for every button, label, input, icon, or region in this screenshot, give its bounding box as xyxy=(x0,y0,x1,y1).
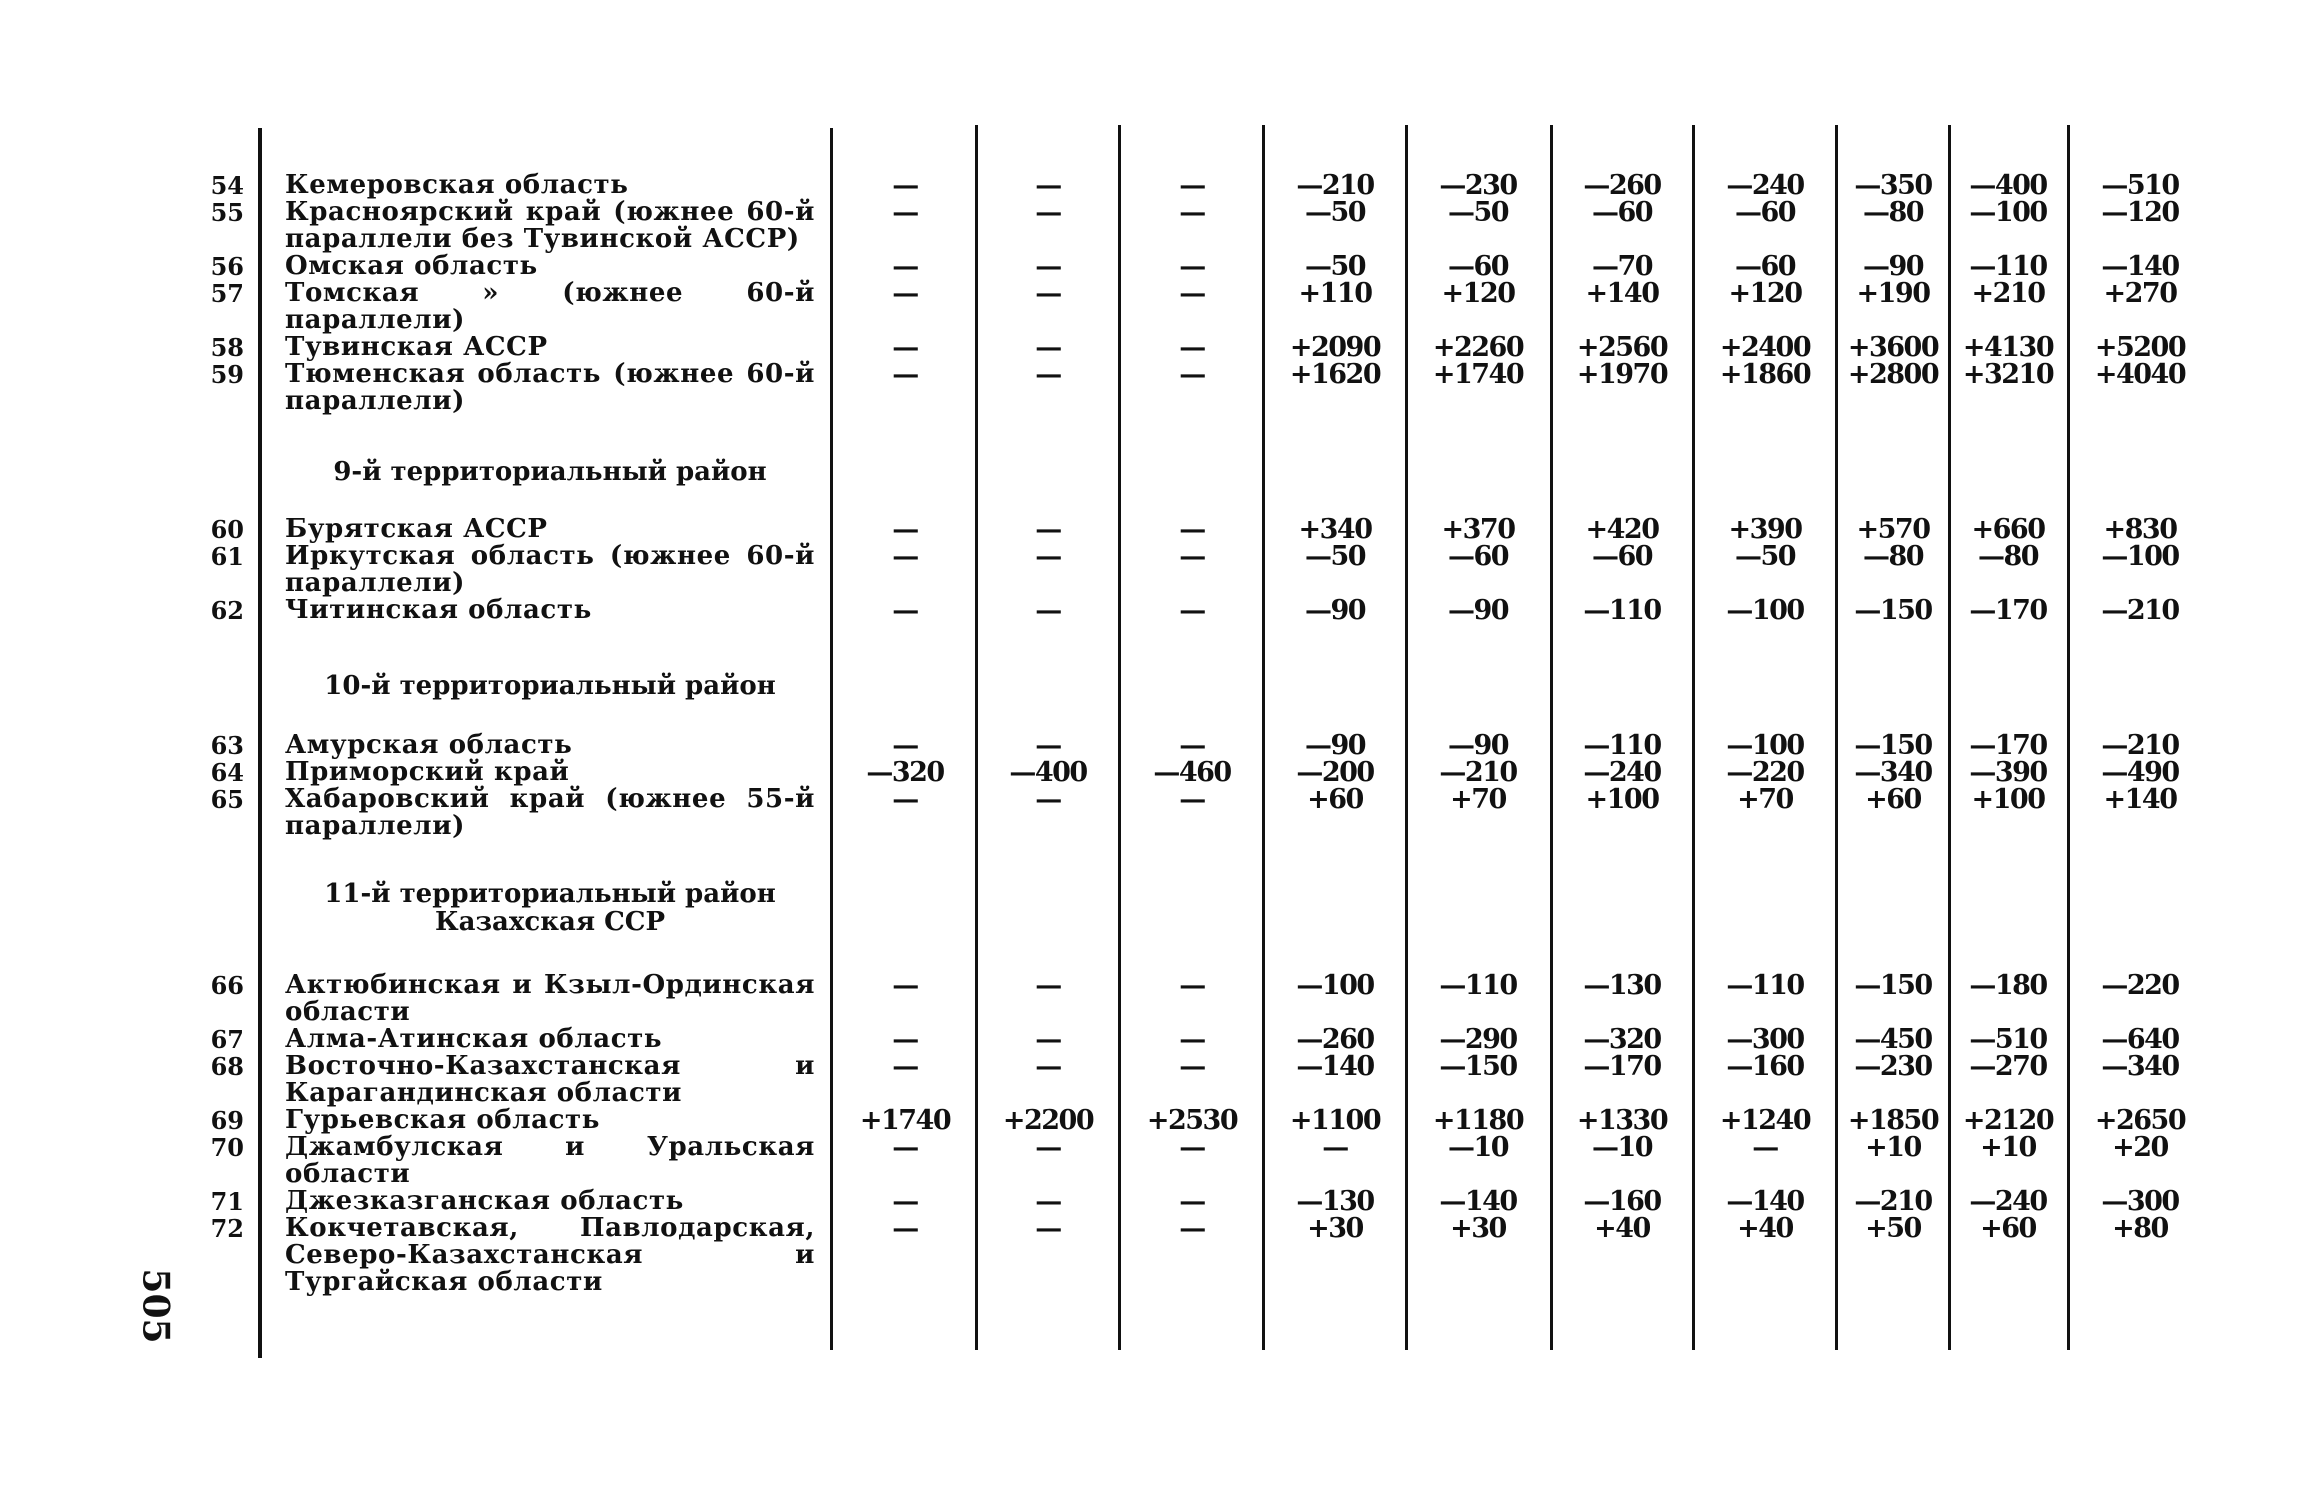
table-cell: —340 xyxy=(2101,1051,2179,1082)
table-cell: +3210 xyxy=(1962,359,2054,390)
table-cell: — xyxy=(1035,541,1061,572)
table-cell: —90 xyxy=(1304,595,1366,626)
table-cell: +340 xyxy=(1298,514,1372,545)
table-cell: — xyxy=(1179,970,1205,1001)
table-cell: —140 xyxy=(1439,1186,1517,1217)
table-cell: —150 xyxy=(1854,970,1932,1001)
table-cell: — xyxy=(1179,1186,1205,1217)
table-cell: —210 xyxy=(1439,757,1517,788)
table-cell: — xyxy=(892,1024,918,1055)
row-number: 66 xyxy=(210,971,244,1000)
table-cell: —640 xyxy=(2101,1024,2179,1055)
column-divider xyxy=(975,125,978,1350)
region-name: Алма-Атинская область xyxy=(285,1024,663,1054)
table-cell: — xyxy=(1035,278,1061,309)
table-cell: — xyxy=(1179,1213,1205,1244)
table-cell: —510 xyxy=(2101,170,2179,201)
table-cell: +1740 xyxy=(859,1105,951,1136)
table-cell: — xyxy=(1035,359,1061,390)
table-cell: — xyxy=(1179,1024,1205,1055)
table-cell: —10 xyxy=(1447,1132,1509,1163)
table-cell: — xyxy=(1035,1213,1061,1244)
table-cell: +1620 xyxy=(1289,359,1381,390)
table-cell: +100 xyxy=(1971,784,2045,815)
table-cell: — xyxy=(1322,1132,1348,1163)
table-cell: +100 xyxy=(1585,784,1659,815)
table-cell: +5200 xyxy=(2094,332,2186,363)
region-name: Амурская область xyxy=(285,730,573,760)
table-cell: —240 xyxy=(1969,1186,2047,1217)
table-cell: — xyxy=(892,170,918,201)
row-number: 70 xyxy=(210,1133,244,1162)
table-cell: +30 xyxy=(1450,1213,1506,1244)
page-number: 505 xyxy=(134,1268,177,1344)
row-number: 56 xyxy=(210,252,244,281)
table-cell: — xyxy=(1752,1132,1778,1163)
table-cell: +830 xyxy=(2103,514,2177,545)
column-divider xyxy=(1550,125,1553,1350)
table-cell: +570 xyxy=(1856,514,1930,545)
table-cell: — xyxy=(892,1051,918,1082)
table-cell: —10 xyxy=(1591,1132,1653,1163)
table-cell: —100 xyxy=(1296,970,1374,1001)
left-border xyxy=(258,128,262,1358)
table-cell: +120 xyxy=(1441,278,1515,309)
table-cell: +1100 xyxy=(1289,1105,1381,1136)
table-cell: — xyxy=(1035,595,1061,626)
table-cell: —90 xyxy=(1447,595,1509,626)
table-cell: —400 xyxy=(1969,170,2047,201)
table-cell: +2120 xyxy=(1962,1105,2054,1136)
table-cell: +1970 xyxy=(1576,359,1668,390)
table-cell: —210 xyxy=(2101,595,2179,626)
table-cell: —110 xyxy=(1439,970,1517,1001)
table-cell: +120 xyxy=(1728,278,1802,309)
table-cell: — xyxy=(1179,1132,1205,1163)
table-cell: —180 xyxy=(1969,970,2047,1001)
row-number: 58 xyxy=(210,333,244,362)
table-cell: —210 xyxy=(1854,1186,1932,1217)
table-cell: +420 xyxy=(1585,514,1659,545)
table-cell: —460 xyxy=(1153,757,1231,788)
row-number: 61 xyxy=(210,542,244,571)
table-cell: — xyxy=(892,1213,918,1244)
table-cell: —100 xyxy=(1969,197,2047,228)
region-name: Кемеровская область xyxy=(285,170,629,200)
table-cell: —130 xyxy=(1296,1186,1374,1217)
table-cell: — xyxy=(1035,1186,1061,1217)
table-cell: —140 xyxy=(2101,251,2179,282)
table-cell: —80 xyxy=(1977,541,2039,572)
table-cell: — xyxy=(1035,332,1061,363)
region-name: Красноярский край (южнее 60-й параллели без Тувинской АССР) xyxy=(285,197,815,254)
row-number: 62 xyxy=(210,596,244,625)
row-number: 72 xyxy=(210,1214,244,1243)
table-cell: +190 xyxy=(1856,278,1930,309)
table-cell: — xyxy=(1179,332,1205,363)
table-cell: —50 xyxy=(1734,541,1796,572)
table-cell: +2530 xyxy=(1146,1105,1238,1136)
row-number: 71 xyxy=(210,1187,244,1216)
table-cell: —50 xyxy=(1447,197,1509,228)
table-cell: +110 xyxy=(1298,278,1372,309)
table-cell: +660 xyxy=(1971,514,2045,545)
region-name: Гурьевская область xyxy=(285,1105,600,1135)
region-name: Читинская область xyxy=(285,595,592,625)
region-name: Бурятская АССР xyxy=(285,514,548,544)
table-cell: +390 xyxy=(1728,514,1802,545)
table-cell: +10 xyxy=(1865,1132,1921,1163)
column-divider xyxy=(1405,125,1408,1350)
table-cell: +2400 xyxy=(1719,332,1811,363)
table-cell: — xyxy=(1035,730,1061,761)
table-cell: —120 xyxy=(2101,197,2179,228)
table-cell: —200 xyxy=(1296,757,1374,788)
table-cell: — xyxy=(892,514,918,545)
table-cell: +60 xyxy=(1865,784,1921,815)
table-cell: —210 xyxy=(1296,170,1374,201)
table-cell: +80 xyxy=(2112,1213,2168,1244)
table-cell: —60 xyxy=(1591,197,1653,228)
table-cell: —320 xyxy=(866,757,944,788)
row-number: 67 xyxy=(210,1025,244,1054)
table-cell: +2650 xyxy=(2094,1105,2186,1136)
table-cell: —240 xyxy=(1583,757,1661,788)
table-cell: —80 xyxy=(1862,197,1924,228)
column-divider xyxy=(1692,125,1695,1350)
table-cell: —170 xyxy=(1969,595,2047,626)
table-cell: +2800 xyxy=(1847,359,1939,390)
table-cell: —270 xyxy=(1969,1051,2047,1082)
table-cell: — xyxy=(892,332,918,363)
table-cell: —100 xyxy=(1726,730,1804,761)
row-number: 54 xyxy=(210,171,244,200)
table-cell: — xyxy=(1035,1132,1061,1163)
table-cell: +40 xyxy=(1737,1213,1793,1244)
table-cell: —80 xyxy=(1862,541,1924,572)
column-divider xyxy=(830,128,833,1350)
table-cell: — xyxy=(1179,197,1205,228)
table-cell: —110 xyxy=(1969,251,2047,282)
table-cell: —70 xyxy=(1591,251,1653,282)
table-cell: +2260 xyxy=(1432,332,1524,363)
table-cell: —170 xyxy=(1583,1051,1661,1082)
region-name: Актюбинская и Кзыл-Ординская области xyxy=(285,970,815,1027)
table-cell: —140 xyxy=(1296,1051,1374,1082)
table-cell: — xyxy=(892,359,918,390)
table-cell: +270 xyxy=(2103,278,2177,309)
table-cell: —320 xyxy=(1583,1024,1661,1055)
table-cell: —170 xyxy=(1969,730,2047,761)
table-cell: —150 xyxy=(1854,730,1932,761)
table-cell: +140 xyxy=(2103,784,2177,815)
table-cell: +60 xyxy=(1307,784,1363,815)
table-cell: —340 xyxy=(1854,757,1932,788)
region-name: Джезказганская область xyxy=(285,1186,684,1216)
row-number: 60 xyxy=(210,515,244,544)
table-cell: +70 xyxy=(1450,784,1506,815)
section-heading: 10-й территориальный район xyxy=(324,671,776,701)
row-number: 59 xyxy=(210,360,244,389)
table-cell: — xyxy=(1035,514,1061,545)
region-name: Тувинская АССР xyxy=(285,332,548,362)
table-cell: — xyxy=(1179,251,1205,282)
table-cell: — xyxy=(1179,170,1205,201)
table-cell: — xyxy=(1179,359,1205,390)
column-divider xyxy=(1262,125,1265,1350)
table-cell: +3600 xyxy=(1847,332,1939,363)
table-cell: —50 xyxy=(1304,197,1366,228)
table-cell: —300 xyxy=(2101,1186,2179,1217)
table-cell: — xyxy=(892,730,918,761)
table-cell: —50 xyxy=(1304,251,1366,282)
region-name: Хабаровский край (южнее 55-й параллели) xyxy=(285,784,815,841)
table-cell: —160 xyxy=(1583,1186,1661,1217)
table-cell: — xyxy=(1035,1051,1061,1082)
row-number: 63 xyxy=(210,731,244,760)
table-cell: +2200 xyxy=(1002,1105,1094,1136)
table-cell: —110 xyxy=(1726,970,1804,1001)
row-number: 57 xyxy=(210,279,244,308)
table-cell: +370 xyxy=(1441,514,1515,545)
table-cell: —300 xyxy=(1726,1024,1804,1055)
table-cell: —220 xyxy=(1726,757,1804,788)
table-cell: —400 xyxy=(1009,757,1087,788)
table-cell: +1860 xyxy=(1719,359,1811,390)
table-cell: —160 xyxy=(1726,1051,1804,1082)
table-cell: —290 xyxy=(1439,1024,1517,1055)
row-number: 64 xyxy=(210,758,244,787)
table-cell: —110 xyxy=(1583,595,1661,626)
table-cell: +1240 xyxy=(1719,1105,1811,1136)
table-cell: — xyxy=(1035,784,1061,815)
table-cell: —60 xyxy=(1734,197,1796,228)
table-cell: —260 xyxy=(1296,1024,1374,1055)
table-cell: — xyxy=(892,784,918,815)
table-cell: — xyxy=(892,541,918,572)
table-cell: —220 xyxy=(2101,970,2179,1001)
table-cell: — xyxy=(1179,541,1205,572)
table-cell: —60 xyxy=(1734,251,1796,282)
table-cell: — xyxy=(1179,1051,1205,1082)
section-heading: 11-й территориальный район xyxy=(324,879,776,909)
table-cell: +20 xyxy=(2112,1132,2168,1163)
table-cell: —100 xyxy=(2101,541,2179,572)
table-cell: — xyxy=(1179,730,1205,761)
table-cell: —510 xyxy=(1969,1024,2047,1055)
row-number: 68 xyxy=(210,1052,244,1081)
table-cell: — xyxy=(892,197,918,228)
table-cell: —60 xyxy=(1447,541,1509,572)
table-cell: +1740 xyxy=(1432,359,1524,390)
table-cell: +4040 xyxy=(2094,359,2186,390)
table-cell: — xyxy=(1179,278,1205,309)
table-cell: — xyxy=(1179,514,1205,545)
table-cell: — xyxy=(892,970,918,1001)
table-cell: +50 xyxy=(1865,1213,1921,1244)
table-cell: —60 xyxy=(1447,251,1509,282)
section-subheading: Казахская ССР xyxy=(434,907,666,937)
region-name: Омская область xyxy=(285,251,538,281)
table-cell: —90 xyxy=(1447,730,1509,761)
column-divider xyxy=(1118,125,1121,1350)
section-heading: 9-й территориальный район xyxy=(333,457,767,487)
table-cell: —350 xyxy=(1854,170,1932,201)
region-name: Восточно-Казахстанская и Карагандинская области xyxy=(285,1051,815,1108)
table-cell: — xyxy=(1035,970,1061,1001)
table-cell: —150 xyxy=(1854,595,1932,626)
table-cell: — xyxy=(892,1132,918,1163)
table-cell: —210 xyxy=(2101,730,2179,761)
table-cell: —390 xyxy=(1969,757,2047,788)
region-name: Иркутская область (южнее 60-й параллели) xyxy=(285,541,815,598)
table-cell: +40 xyxy=(1594,1213,1650,1244)
table-cell: — xyxy=(1035,197,1061,228)
table-cell: — xyxy=(1179,784,1205,815)
row-number: 65 xyxy=(210,785,244,814)
table-cell: — xyxy=(892,251,918,282)
table-cell: —140 xyxy=(1726,1186,1804,1217)
region-name: Джамбулская и Уральская области xyxy=(285,1132,815,1189)
table-cell: +1330 xyxy=(1576,1105,1668,1136)
table-cell: +4130 xyxy=(1962,332,2054,363)
table-cell: — xyxy=(1179,595,1205,626)
table-cell: — xyxy=(892,595,918,626)
table-cell: — xyxy=(892,278,918,309)
region-name: Тюменская область (южнее 60-й параллели) xyxy=(285,359,815,416)
table-cell: —150 xyxy=(1439,1051,1517,1082)
region-name: Кокчетавская, Павлодарская, Северо-Казахстанская и Тургайская области xyxy=(285,1213,815,1297)
table-cell: +2090 xyxy=(1289,332,1381,363)
table-cell: — xyxy=(892,1186,918,1217)
row-number: 69 xyxy=(210,1106,244,1135)
region-name: Приморский край xyxy=(285,757,570,787)
table-cell: +1180 xyxy=(1432,1105,1524,1136)
table-cell: —90 xyxy=(1304,730,1366,761)
table-cell: —60 xyxy=(1591,541,1653,572)
table-cell: +1850 xyxy=(1847,1105,1939,1136)
table-cell: +60 xyxy=(1980,1213,2036,1244)
table-cell: —230 xyxy=(1439,170,1517,201)
table-cell: +10 xyxy=(1980,1132,2036,1163)
table-cell: —260 xyxy=(1583,170,1661,201)
table-cell: — xyxy=(1035,1024,1061,1055)
table-cell: +70 xyxy=(1737,784,1793,815)
table-cell: +210 xyxy=(1971,278,2045,309)
table-cell: —110 xyxy=(1583,730,1661,761)
table-cell: —50 xyxy=(1304,541,1366,572)
table-cell: —490 xyxy=(2101,757,2179,788)
table-cell: +140 xyxy=(1585,278,1659,309)
table-cell: +2560 xyxy=(1576,332,1668,363)
table-cell: —450 xyxy=(1854,1024,1932,1055)
table-cell: —100 xyxy=(1726,595,1804,626)
table-cell: +30 xyxy=(1307,1213,1363,1244)
table-cell: —230 xyxy=(1854,1051,1932,1082)
region-name: Томская » (южнее 60-й параллели) xyxy=(285,278,815,335)
row-number: 55 xyxy=(210,198,244,227)
table-cell: —130 xyxy=(1583,970,1661,1001)
table-cell: — xyxy=(1035,251,1061,282)
table-cell: —90 xyxy=(1862,251,1924,282)
table-cell: —240 xyxy=(1726,170,1804,201)
table-cell: — xyxy=(1035,170,1061,201)
